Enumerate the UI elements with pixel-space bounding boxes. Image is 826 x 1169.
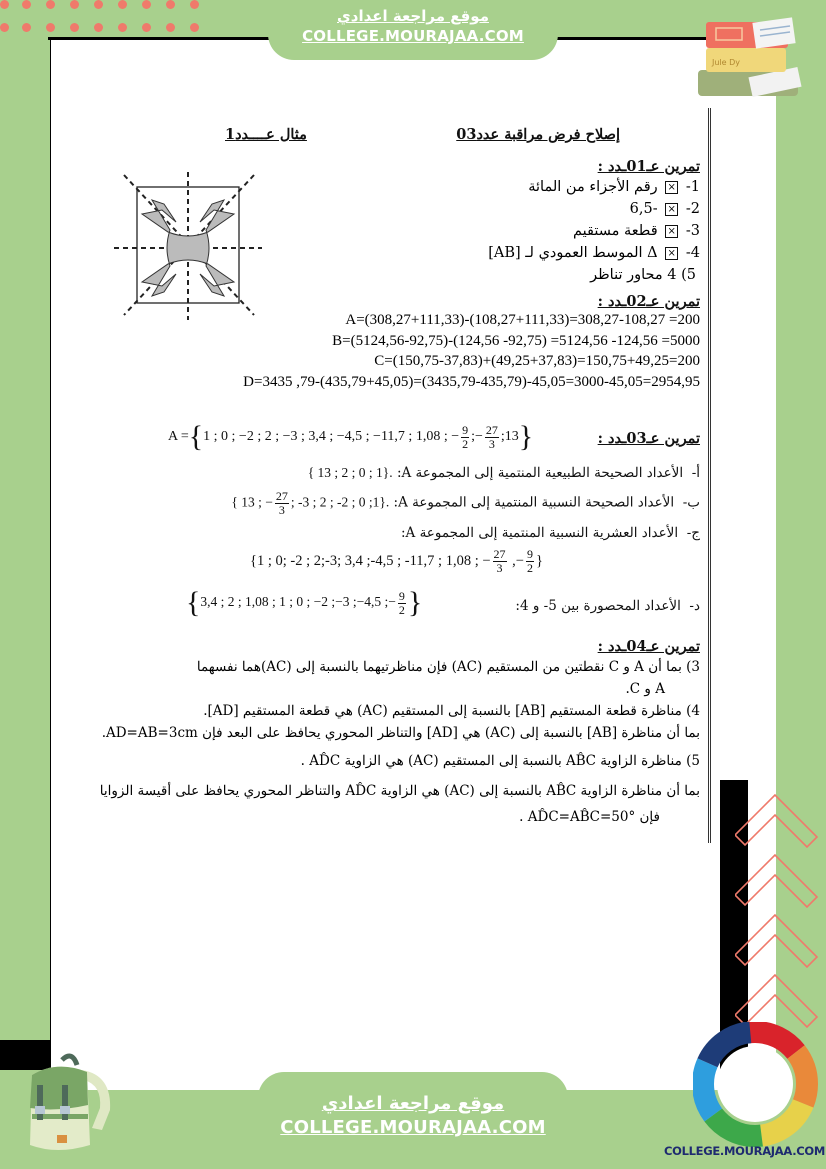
item-number: 5) xyxy=(681,267,696,283)
fraction: $\frac{9}{2}$ xyxy=(526,547,533,575)
document-title: إصلاح فرض مراقبة عدد03 xyxy=(456,126,620,143)
item-text: قطعة مستقيم xyxy=(572,223,658,239)
checked-box-icon: × xyxy=(665,203,678,216)
part-label: ب- xyxy=(682,494,700,511)
item-number: 3- xyxy=(685,223,700,239)
part-d-set: {3,4 ; 2 ; 1,08 ; 1 ; 0 ; −2 ;−3 ;−4,5 ;− $\frac{9}{2}$ } xyxy=(186,586,423,619)
calc-line-d: D=3435 ,79-(435,79+45,05)=(3435,79-435,79)-45,05=3000-45,05=2954,95 xyxy=(243,373,700,390)
answer-line: بما أن مناظرة [AB] بالنسبة إلى (AC) هي [AD] والتناظر المحوري يحافظ على البعد فإن AD=AB=3cm. xyxy=(101,725,700,741)
green-border-left xyxy=(0,40,50,1169)
exercise-1-item xyxy=(488,264,696,286)
site-url-link[interactable]: COLLEGE.MOURAJAA.COM xyxy=(302,27,524,45)
part-text: الأعداد الصحيحة الطبيعية المنتمية إلى المجموعة A: xyxy=(396,465,684,481)
set-values: 3,4 ; 2 ; 1,08 ; 1 ; 0 ; −2 ;−3 ;−4,5 ;− xyxy=(200,594,396,610)
education-wheel-logo-icon xyxy=(693,1022,818,1147)
part-label: ج- xyxy=(686,525,700,541)
calc-line-b: B=(5124,56-92,75)-(124,56 -92,75) =5124,56 -124,56 =5000 xyxy=(332,332,700,349)
set-label: A = xyxy=(168,429,189,445)
exercise-2-heading: تمرين عـ02ـدد : xyxy=(597,293,700,310)
answer-line: بما أن مناظرة الزاوية AB̂C بالنسبة إلى (AC) هي الزاوية AD̂C والتناظر المحوري يحافظ على أقيسة الزوايا xyxy=(99,783,700,799)
checked-box-icon: × xyxy=(665,181,678,194)
chevron-up-arrows-icon xyxy=(735,790,825,1050)
item-number: 1- xyxy=(685,179,700,195)
fraction: $\frac{9}{2}$ xyxy=(398,588,405,617)
svg-text:Jule Dy: Jule Dy xyxy=(712,58,741,67)
item-text: رقم الأجزاء من المائة xyxy=(528,179,658,195)
separator: ;− xyxy=(471,429,483,445)
checked-box-icon: × xyxy=(665,225,678,238)
item-text: Δ الموسط العمودي لـ [AB] xyxy=(488,245,658,261)
calc-line-a: A=(308,27+111,33)-(108,27+111,33)=308,27-108,27 =200 xyxy=(345,312,700,328)
site-name-arabic: موقع مراجعة اعدادي xyxy=(337,7,489,25)
exercise-1-item xyxy=(488,176,700,198)
exam-correction xyxy=(60,108,711,843)
answer-line: A و C. xyxy=(625,681,665,697)
set-values: 1 ; 0 ; −2 ; 2 ; −3 ; 3,4 ; −4,5 ; −11,7 ; 1,08 ; − xyxy=(203,429,460,445)
part-set: { 13 ; 2 ; 0 ; 1}. xyxy=(307,465,393,480)
part-c-set: {1 ; 0; -2 ; 2;-3; 3,4 ;-4,5 ; -11,7 ; 1,08 ; − $\frac{27}{3}$ ,− $\frac{9}{2}$ } xyxy=(250,547,543,575)
set-tail: ;13 xyxy=(500,429,519,445)
part-text: الأعداد العشرية النسبية المنتمية إلى المجموعة A: xyxy=(400,525,679,541)
exercise-1-heading: تمرين عـ01ـدد : xyxy=(597,158,700,175)
set-a-definition: A ={1 ; 0 ; −2 ; 2 ; −3 ; 3,4 ; −4,5 ; −11,7 ; 1,08 ; − $\frac{9}{2}$ ;− $\frac{27}{3}$ ;13} xyxy=(168,420,534,453)
part-label: أ- xyxy=(691,465,700,481)
symmetry-figure-icon xyxy=(112,170,262,320)
item-number: 2- xyxy=(685,201,700,217)
exercise-1-item xyxy=(488,198,700,220)
item-text: 4 محاور تناظر xyxy=(590,267,677,283)
part-set-tail: ; -3 ; 2 ; -2 ; 0 ;1}. xyxy=(290,494,390,510)
site-name-arabic: موقع مراجعة اعدادي xyxy=(321,1093,505,1114)
checked-box-icon: × xyxy=(665,247,678,260)
part-c xyxy=(401,525,700,541)
fraction: $\frac{9}{2}$ xyxy=(462,422,469,451)
site-url-link[interactable]: COLLEGE.MOURAJAA.COM xyxy=(280,1117,546,1138)
answer-line: 5) مناظرة الزاوية AB̂C بالنسبة إلى المستقيم (AC) هي الزاوية AD̂C . xyxy=(300,753,700,769)
item-number: 4- xyxy=(685,245,700,261)
fraction: $\frac{27}{3}$ xyxy=(275,489,288,517)
set-values: {1 ; 0; -2 ; 2;-3; 3,4 ;-4,5 ; -11,7 ; 1,08 ; − xyxy=(250,552,491,569)
exercise-3-heading: تمرين عـ03ـدد : xyxy=(597,430,700,447)
logo-site-url[interactable]: COLLEGE.MOURAJAA.COM xyxy=(664,1144,826,1158)
answer-line: 4) مناظرة قطعة المستقيم [AB] بالنسبة إلى المستقيم (AC) هي قطعة المستقيم [AD]. xyxy=(203,703,700,719)
backpack-icon xyxy=(12,1050,117,1160)
part-set: { 13 ; xyxy=(231,494,262,510)
fraction: $\frac{27}{3}$ xyxy=(485,422,498,451)
document-subtitle: مثال عــــدد1 xyxy=(225,126,307,143)
answer-line: فإن AD̂C=AB̂C=50° . xyxy=(519,809,660,825)
site-banner-bottom[interactable] xyxy=(258,1072,568,1169)
part-a xyxy=(308,465,700,481)
part-text: الأعداد الصحيحة النسبية المنتمية إلى المجموعة A: xyxy=(393,494,675,511)
part-text: الأعداد المحصورة بين 5- و 4: xyxy=(515,598,681,614)
part-b: ب- الأعداد الصحيحة النسبية المنتمية إلى المجموعة A: { 13 ; − $\frac{27}{3}$ ; -3 ; 2 ; -2 ; 0 ;1}. xyxy=(231,489,700,517)
exercise-1-item xyxy=(488,242,700,264)
exercise-4-heading: تمرين عـ04ـدد : xyxy=(597,638,700,655)
part-d xyxy=(515,598,700,614)
site-banner-top[interactable] xyxy=(268,0,558,60)
fraction: $\frac{27}{3}$ xyxy=(493,547,506,575)
books-stack-icon xyxy=(690,8,820,108)
exercise-1-item xyxy=(488,220,700,242)
answer-line: 3) بما أن A و C نقطتين من المستقيم (AC) فإن مناظرتيهما بالنسبة إلى (AC)هما نفسهما xyxy=(196,659,700,675)
calc-line-c: C=(150,75-37,83)+(49,25+37,83)=150,75+49,25=200 xyxy=(374,353,700,369)
part-label: د- xyxy=(689,598,700,614)
item-text: -6,5 xyxy=(629,201,658,217)
